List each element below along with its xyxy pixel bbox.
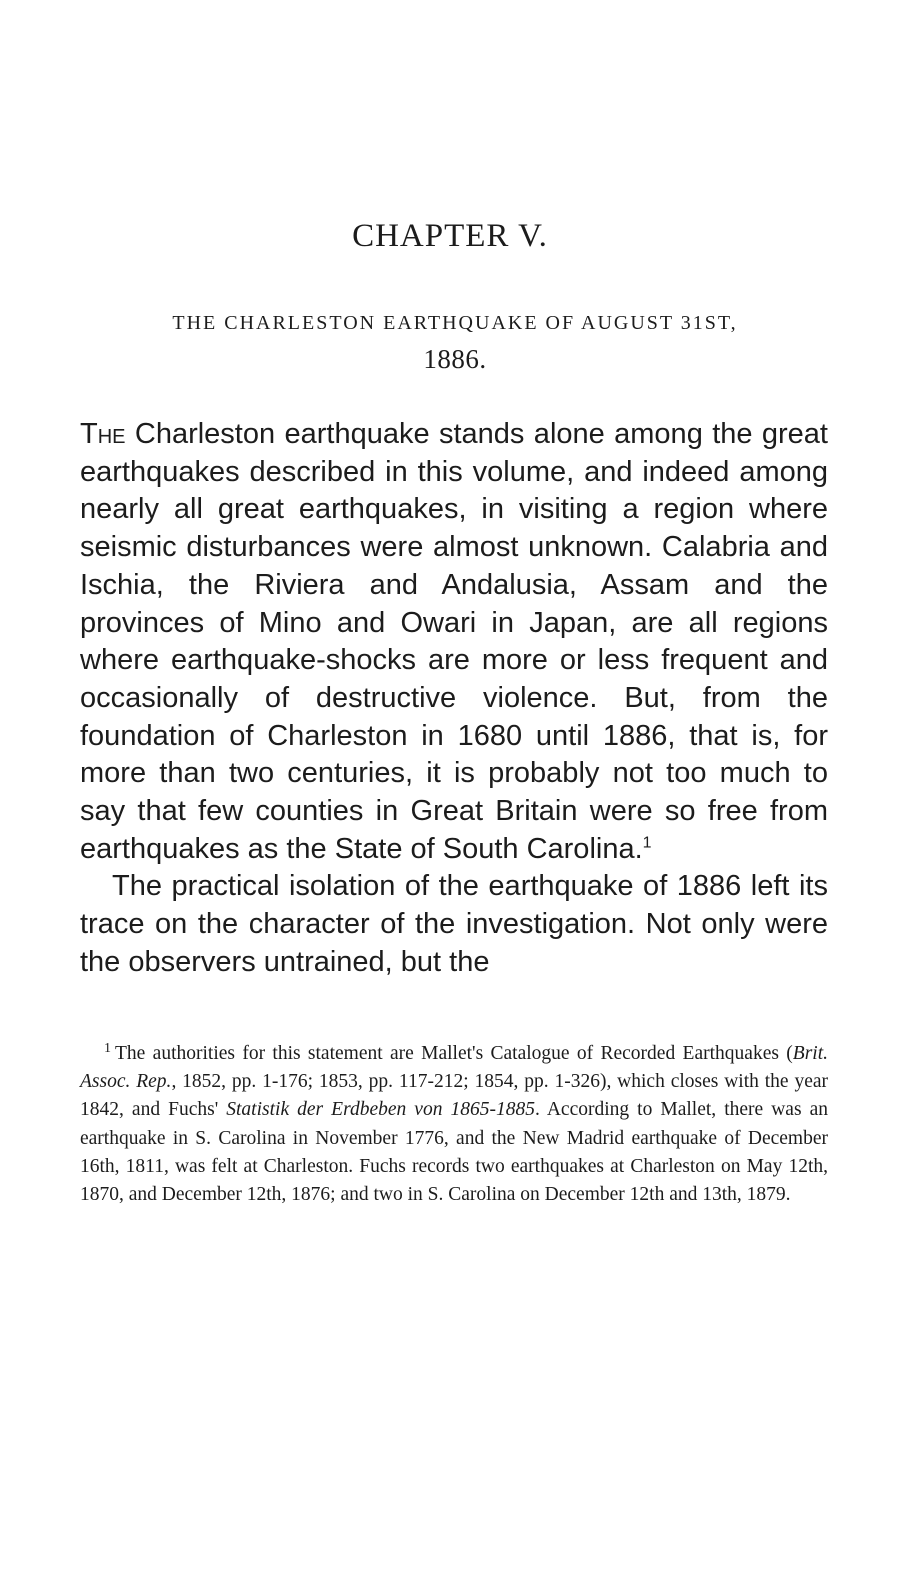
- body-text: [80, 416, 828, 982]
- chapter-heading: CHAPTER V.: [352, 218, 548, 254]
- paragraph-lead-word: The: [80, 418, 126, 450]
- footnote-work-title-italic: Statistik der Erdbeben von 1865-1885: [226, 1099, 535, 1121]
- footnote-reference: 1: [642, 834, 652, 852]
- footnote: 1 The authorities for this statement are Mallet's Catalogue of Recorded Earthquakes (Brit. Assoc. Rep., 1852, pp. 1-176; 1853, pp. 117-212; 1854, pp. 1-326), which closes with the year 1842, and Fuchs' Statistik der Erdbeben von 1865-1885. According to Mallet, there was an earthquake in S. Carolina in November 1776, and the New Madrid earthquake of December 16th, 1811, was felt at Charleston. Fuchs records two earthquakes at Charleston on May 12th, 1870, and December 12th, 1876; and two in S. Carolina on December 12th and 13th, 1879.: [80, 1040, 829, 1206]
- footnote-citation-italic: Brit. Assoc. Rep.: [80, 1043, 828, 1093]
- chapter-title-line-2: 1886.: [423, 344, 487, 374]
- paragraph-2: The practical isolation of the earthquake of 1886 left its trace on the character of the investigation. Not only were the observers untrained, but the: [80, 870, 828, 978]
- footnote-text-1: The authorities for this statement are Mallet's Catalogue of Recorded Earthquakes (: [115, 1043, 793, 1064]
- footnote-text-2: , 1852, pp. 1-176; 1853, pp. 117-212; 1854, pp. 1-326), which closes with the year 1842, and Fuchs': [80, 1071, 828, 1121]
- footnote-text-3: . According to Mallet, there was an earthquake in S. Carolina in November 1776, and the New Madrid earthquake of December 16th, 1811, was felt at Charleston. Fuchs records two earthquakes at Charleston on May 12th, 1870, and December 12th, 1876; and two in S. Carolina on December 12th and 13th, 1879.: [80, 1099, 829, 1206]
- paragraph-1: [80, 416, 828, 868]
- paragraph-1-text: Charleston earthquake stands alone among the great earthquakes described in this volume, and indeed among nearly all great earthquakes, in visiting a region where seismic disturbances were almost unknown. Calabria and Ischia, the Riviera and Andalusia, Assam and the provinces of Mino and Owari in Japan, are all regions where earthquake-shocks are more or less frequent and occasionally of destructive violence. But, from the foundation of Charleston in 1680 until 1886, that is, for more than two centuries, it is probably not too much to say that few counties in Great Britain were so free from earthquakes as the State of South Carolina.: [80, 418, 828, 865]
- chapter-title-line-1: THE CHARLESTON EARTHQUAKE OF AUGUST 31ST,: [172, 312, 738, 334]
- chapter-title: [80, 305, 830, 377]
